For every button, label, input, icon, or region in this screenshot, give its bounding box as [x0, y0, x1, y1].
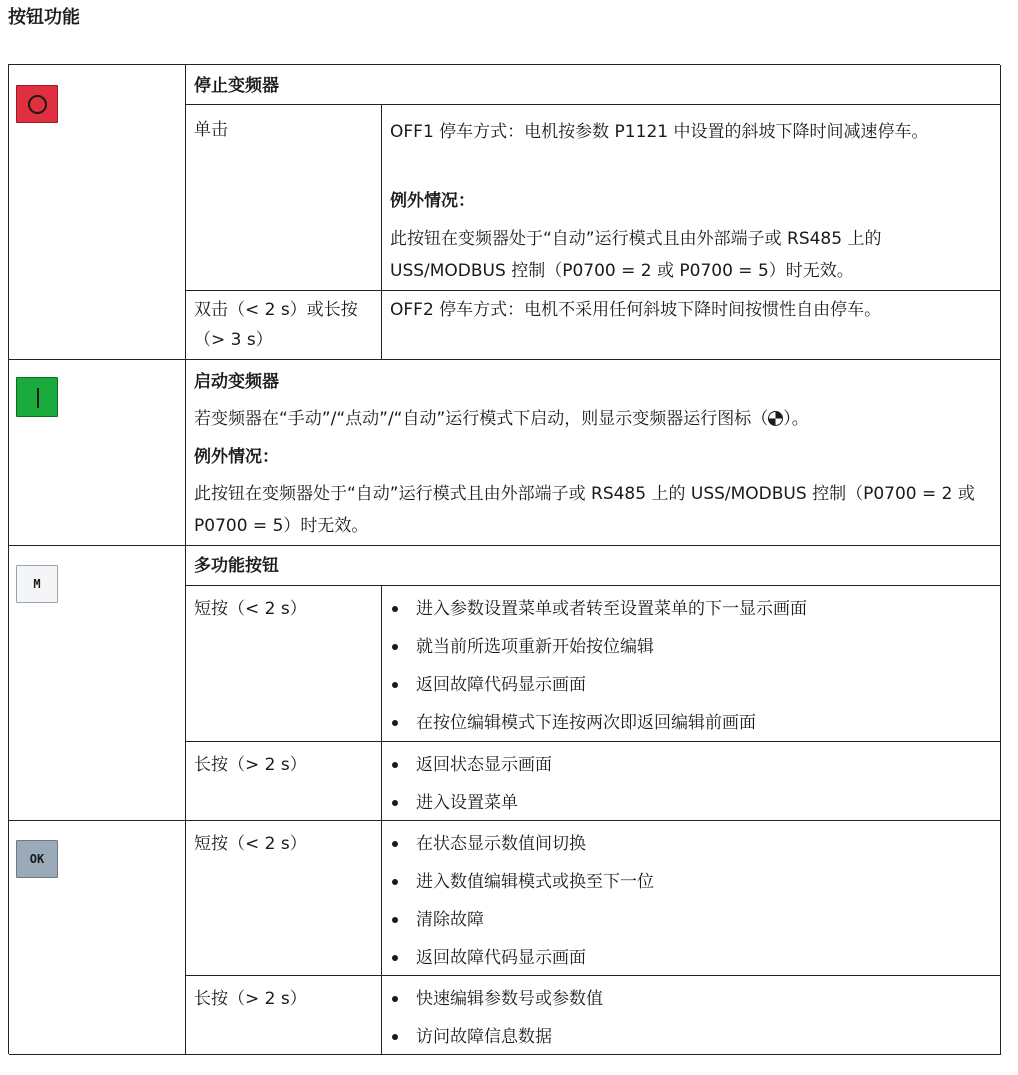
stop-double-action: 双击（< 2 s）或长按（> 3 s）: [194, 300, 358, 350]
ok-long-action: 长按（> 2 s）: [194, 989, 307, 1009]
ok-long-action-cell: [186, 976, 382, 1055]
stop-heading: 停止变频器: [194, 76, 279, 96]
stop-double-desc: OFF2 停车方式：电机不采用任何斜坡下降时间按惯性自由停车。: [390, 300, 882, 320]
stop-double-action-cell: [186, 291, 382, 360]
stop-double-desc-cell: [382, 291, 1001, 360]
list-item: 进入参数设置菜单或者转至设置菜单的下一显示画面: [388, 590, 996, 628]
stop-key-cell: [9, 65, 186, 360]
ok-short-action: 短按（< 2 s）: [194, 834, 307, 854]
m-short-list-cell: [382, 586, 1001, 742]
ok-long-list-cell: [382, 976, 1001, 1055]
stop-single-action: 单击: [194, 120, 228, 140]
m-long-action: 长按（> 2 s）: [194, 755, 307, 775]
start-key-cell: [9, 360, 186, 546]
list-item: 返回故障代码显示画面: [388, 666, 996, 704]
m-key-icon: [16, 565, 58, 603]
m-short-press-list: [388, 590, 996, 742]
m-long-action-cell: [186, 742, 382, 821]
m-long-press-list: [388, 746, 996, 822]
list-item: 返回故障代码显示画面: [388, 939, 996, 977]
stop-exception-heading: 例外情况：: [390, 191, 475, 211]
stop-circle-icon: [28, 95, 47, 114]
stop-single-action-cell: [186, 105, 382, 291]
ok-short-list-cell: [382, 821, 1001, 976]
start-key-icon: [16, 377, 58, 417]
ok-short-press-list: [388, 825, 996, 977]
list-item: 返回状态显示画面: [388, 746, 996, 784]
stop-heading-cell: [186, 65, 1001, 105]
list-item: 进入数值编辑模式或换至下一位: [388, 863, 996, 901]
list-item: 清除故障: [388, 901, 996, 939]
ok-key-icon: [16, 840, 58, 878]
inverter-running-icon: [768, 411, 783, 426]
m-heading: 多功能按钮: [194, 556, 279, 576]
ok-short-action-cell: [186, 821, 382, 976]
stop-exception-text: 此按钮在变频器处于“自动”运行模式且由外部端子或 RS485 上的 USS/MODBUS 控制（P0700 = 2 或 P0700 = 5）时无效。: [390, 229, 882, 281]
start-exception-text: 此按钮在变频器处于“自动”运行模式且由外部端子或 RS485 上的 USS/MODBUS 控制（P0700 = 2 或 P0700 = 5）时无效。: [194, 484, 975, 536]
m-key-label: M: [33, 577, 41, 591]
m-long-list-cell: [382, 742, 1001, 821]
start-desc: [194, 404, 994, 434]
ok-long-press-list: [388, 980, 996, 1056]
list-item: 访问故障信息数据: [388, 1018, 996, 1056]
stop-key-icon: [16, 85, 58, 123]
list-item: 在状态显示数值间切换: [388, 825, 996, 863]
start-desc-text: 若变频器在“手动”/“点动”/“自动”运行模式下启动，则显示变频器运行图标（: [194, 409, 769, 429]
start-exception-heading: 例外情况：: [194, 447, 279, 467]
m-short-action-cell: [186, 586, 382, 742]
ok-key-label: OK: [29, 852, 45, 866]
start-desc-end: ）。: [783, 409, 809, 429]
list-item: 在按位编辑模式下连按两次即返回编辑前画面: [388, 704, 996, 742]
list-item: 快速编辑参数号或参数值: [388, 980, 996, 1018]
button-function-table: [8, 64, 1000, 1054]
m-short-action: 短按（< 2 s）: [194, 599, 307, 619]
list-item: 进入设置菜单: [388, 784, 996, 822]
list-item: 就当前所选项重新开始按位编辑: [388, 628, 996, 666]
start-bar-icon: [37, 388, 39, 408]
stop-single-desc: OFF1 停车方式：电机按参数 P1121 中设置的斜坡下降时间减速停车。: [390, 122, 929, 142]
m-heading-cell: [186, 546, 1001, 586]
start-heading: 启动变频器: [194, 372, 279, 392]
page-title: 按钮功能: [8, 7, 80, 28]
ok-key-cell: [9, 821, 186, 1055]
start-content-cell: [186, 360, 1001, 546]
stop-single-desc-cell: [382, 105, 1001, 291]
m-key-cell: [9, 546, 186, 821]
